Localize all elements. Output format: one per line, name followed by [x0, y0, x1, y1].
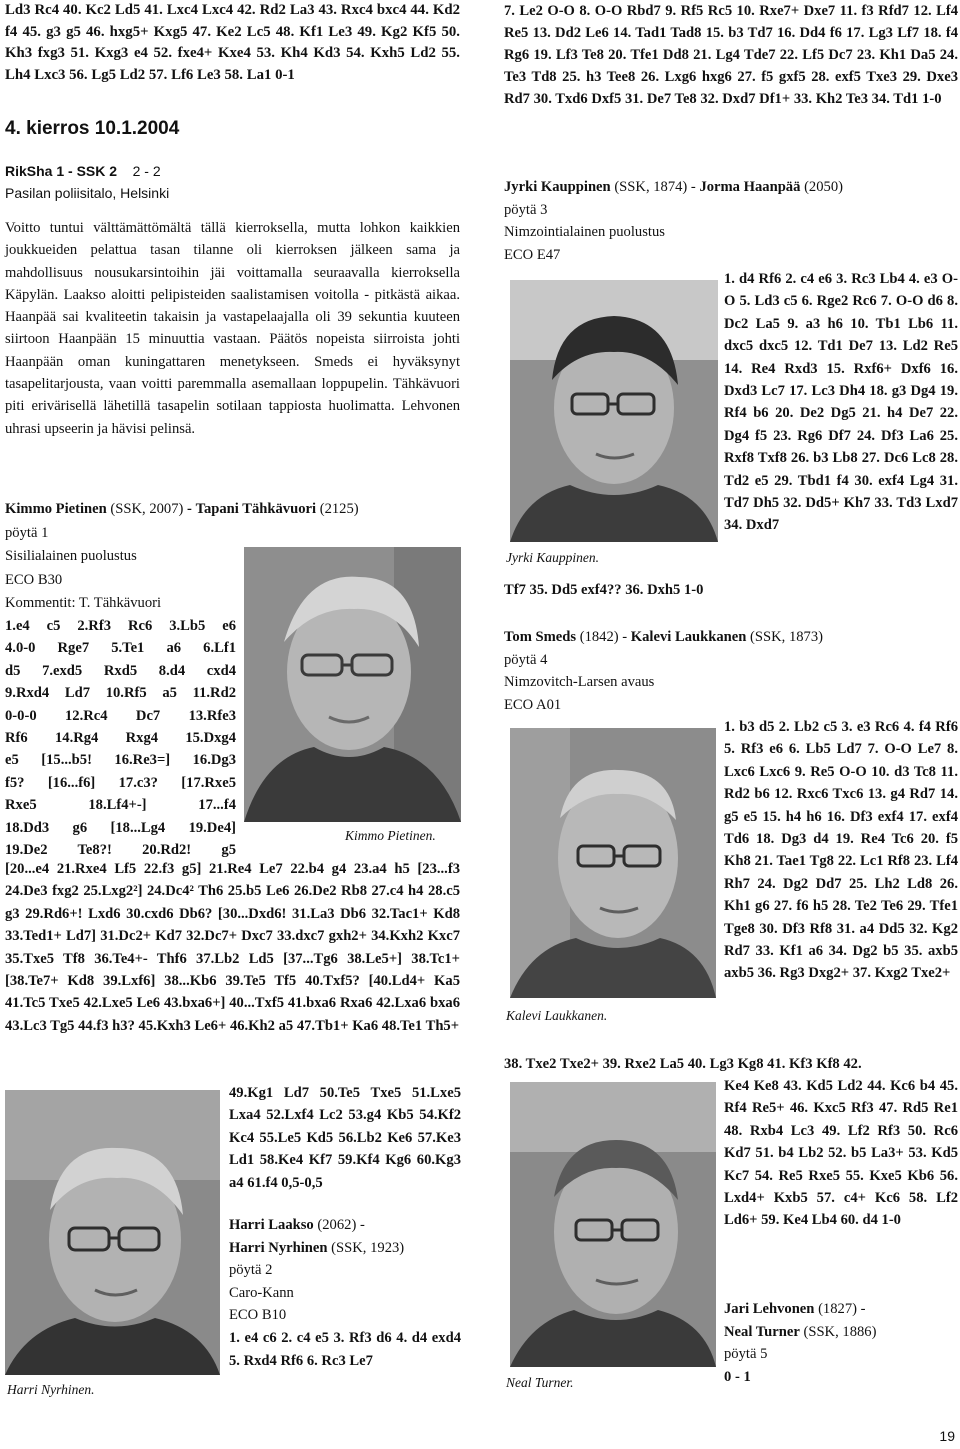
venue: Pasilan poliisitalo, Helsinki [5, 185, 170, 201]
game2-opening: Caro-Kann [229, 1284, 294, 1301]
game2-block [229, 1214, 461, 1372]
caption-harri-nyrhinen: Harri Nyrhinen. [7, 1382, 95, 1397]
game3-white-info: (SSK, 1874) - [614, 179, 696, 195]
match-header [5, 160, 460, 204]
game1-board: pöytä 1 [5, 524, 49, 541]
continued-moves-right [504, 0, 958, 110]
game4-black: Kalevi Laukkanen [630, 629, 747, 645]
caption-kimmo-pietinen: Kimmo Pietinen. [345, 828, 436, 843]
game1-move-line: 0-0-0 12.Rc4 Dc7 13.Rfe3 [5, 707, 236, 724]
game1-white: Kimmo Pietinen [5, 501, 107, 517]
game2-white-info: (2062) - [317, 1217, 365, 1233]
game1-comment: Kommentit: T. Tähkävuori [5, 595, 162, 611]
game1-black: Tapani Tähkävuori [195, 501, 317, 517]
game1-moves-wide-text: [20...e4 21.Rxe4 Lf5 22.f3 g5] 21.Re4 Le7 22.b4 g4 23.a4 h5 [23...f3 24.De3 fxg2 25.Lxg2²] 24.Dc4² Th6 25.b5 Le6 26.De2 Rb8 27.c4 h4 28.c5 g3 29.Rd6+! Lxd6 30.cxd6 Db6? [30...Dxd6! 31.La3 Db6 32.Tac1+ Kd8 33.Ted1+ Ld7] 31.Dc2+ Kd7 32.Dc7+ Dxc7 33.dxc7 gxh2+ 34.Kxh2 Kxc7 35.Txe5 Tf8 36.Te4+- Thf6 37.Lb2 Ld5 [37...Tg6 38.Le5+] 38.Tc1+ [38.Te7+ Kd8 39.Lxf6] 38...Kb6 39.Te5 Tf5 40.Txf5? [40.Ld4+ Ka5 41.Tc5 Txe5 42.Lxe5 Le6 43.bxa6+] 40...Txf5 41.bxa6 Rxa6 42.Lxa6 bxa6 43.Lc3 Tg5 44.f3 h3? 45.Kxh3 Le6+ 46.Kh2 a5 47.Tb1+ Ka6 48.Te1 Th5+ [5, 861, 460, 1034]
game4-black-info: (SSK, 1873) [750, 629, 823, 645]
match-score: 2 - 2 [132, 163, 161, 179]
caption-kalevi-laukkanen: Kalevi Laukkanen. [506, 1008, 608, 1023]
photo-neal-turner [510, 1082, 716, 1367]
game1-white-info: (SSK, 2007) [110, 501, 184, 517]
game2-white: Harri Laakso [229, 1217, 314, 1233]
game5-result: 0 - 1 [724, 1368, 751, 1385]
game1-moves-narrow [5, 615, 236, 861]
game2-black-info: (SSK, 1923) [331, 1239, 405, 1256]
game4-moves-tail [724, 1075, 958, 1232]
continued-moves-text: Ld3 Rc4 40. Kc2 Ld5 41. Lxc4 Lxc4 42. Rd2 La3 43. Rxc4 bxc4 44. Kd2 f4 45. g3 g5 46. hxg5+ Kxg5 47. Ke2 Lc5 48. Kf1 Le3 49. Kg2 Kf5 50. Kh3 fxg3 51. Kxg3 e4 52. fxe4+ Kxe4 53. Kh4 Kd3 54. Kxh5 Ld2 55. Lh4 Lxc3 56. Lg5 Ld2 57. Lf6 Le3 58. La1 0-1 [5, 2, 460, 83]
game1-moves-tail [229, 1082, 461, 1194]
game4-white: Tom Smeds [504, 629, 577, 645]
game5-block [724, 1298, 958, 1388]
game3-board: pöytä 3 [504, 201, 548, 218]
game1-moves-tail-text: 49.Kg1 Ld7 50.Te5 Txe5 51.Lxe5 Lxa4 52.Lxf4 Lc2 53.g4 Kb5 54.Kf2 Kc4 55.Le5 Kd5 56.Lb2 Ke6 57.Ke3 Ld1 58.Ke4 Kf7 59.Kf4 Kg6 60.Kg3 a4 61.f4 0,5-0,5 [229, 1085, 461, 1191]
game1-move-line: e5 [15...b5! 16.Re3=] 16.Dg3 [5, 752, 236, 769]
game3-moves-tail-text: Tf7 35. Dd5 exf4?? 36. Dxh5 1-0 [504, 582, 704, 598]
game4-moves-wide-text: 38. Txe2 Txe2+ 39. Rxe2 La5 40. Lg3 Kg8 41. Kf3 Kf8 42. [504, 1056, 862, 1072]
game4-board: pöytä 4 [504, 651, 548, 668]
game1-move-line: Rxe5 18.Lf4+-] 17...f4 [5, 797, 236, 814]
game1-move-line: 1.e4 c5 2.Rf3 Rc6 3.Lb5 e6 [5, 618, 236, 634]
game1-move-line: d5 7.exd5 Rxd5 8.d4 cxd4 [5, 662, 236, 679]
game2-eco: ECO B10 [229, 1307, 287, 1324]
game5-black: Neal Turner [724, 1323, 800, 1340]
continued-moves-left [5, 0, 460, 86]
game5-white: Jari Lehvonen [724, 1301, 815, 1317]
game4-header [504, 626, 958, 716]
game1-black-info: (2125) [319, 501, 359, 517]
game1-move-line: 19.De2 Te8?! 20.Rd2! g5 [5, 842, 236, 859]
game3-black-info: (2050) [804, 179, 843, 195]
game1-moves-wide [5, 858, 460, 1037]
game1-move-line: Rf6 14.Rg4 Rxg4 15.Dxg4 [5, 730, 236, 747]
game1-eco: ECO B30 [5, 571, 63, 588]
continued-moves-right-text: 7. Le2 O-O 8. O-O Rbd7 9. Rf5 Rc5 10. Rxe7+ Dxe7 11. f3 Rfd7 12. Lf4 Re5 13. Dd2 Le6 14. Tad1 Tad8 15. b3 Td7 16. Dd4 f6 17. Lg3 Lf7 18. f4 Rg6 19. Lf3 Te8 20. Tfe1 Dd8 21. Lg4 Tde7 22. Lf5 Dc7 23. Kh1 Da5 24. Te3 Td8 25. h3 Tee8 26. Lxg6 hxg6 27. f5 gxf5 28. exf5 Txe3 29. Dxe3 Rd7 30. Txd6 Dxf5 31. De7 Te8 32. Dxd7 Df1+ 33. Kh2 Te3 34. Td1 1-0 [504, 3, 958, 107]
game3-moves-narrow [724, 268, 958, 537]
game4-moves-narrow-text: 1. b3 d5 2. Lb2 c5 3. e3 Rc6 4. f4 Rf6 5. Rf3 e6 6. Lb5 Ld7 7. O-O Le7 8. Lxc6 Lxc6 9. Re5 O-O 10. d3 Tc8 11. Rd2 b6 12. Rxc6 Txc6 13. g4 Rd7 14. g5 e5 15. h4 h6 16. Df3 exf4 17. exf4 Td6 18. Dg3 d4 19. Re4 Tc6 20. f5 Kh8 21. Tae1 Tg8 22. Lc1 Rf8 23. Lf4 Rh7 24. Dg2 Dd7 25. Lh2 Ld8 26. Kh1 g6 27. f6 h5 28. Te2 Te6 29. Tfe1 Tge8 30. Df3 Rf8 31. a4 Dd5 32. Kg2 Rd7 33. Kf1 a6 34. Dg2 b5 35. axb5 axb5 36. Rg3 Dxg2+ 37. Kxg2 Txe2+ [724, 719, 958, 982]
game1-dash: - [187, 501, 192, 517]
game3-header [504, 176, 958, 266]
game4-moves-tail-text: Ke4 Ke8 43. Kd5 Ld2 44. Kc6 b4 45. Rf4 Re5+ 46. Kxc5 Rf3 47. Rd5 Re1 48. Rxb4 Lc3 49. Lf2 Rf3 50. Rc6 Kd7 51. b4 Lb2 52. b5 La3+ 53. Kd5 Kc7 54. Re5 Rxe5 55. Kxe5 Kb6 56. Lxd4+ Kxb5 57. c4+ Kc6 58. Lf2 Ld6+ 59. Ke4 Lb4 60. d4 1-0 [724, 1078, 958, 1229]
game3-moves-tail [504, 579, 958, 601]
page-number: 19 [939, 1428, 955, 1444]
round-report [5, 217, 460, 440]
game1-opening: Sisilialainen puolustus [5, 548, 137, 564]
game4-opening: Nimzovitch-Larsen avaus [504, 674, 655, 690]
game2-moves: 1. e4 c6 2. c4 e5 3. Rf3 d6 4. d4 exd4 5. Rxd4 Rf6 6. Rc3 Le7 [229, 1329, 461, 1369]
match-line: RikSha 1 - SSK 2 [5, 163, 118, 179]
game2-board: pöytä 2 [229, 1262, 273, 1279]
game3-black: Jorma Haanpää [699, 179, 801, 195]
game3-opening: Nimzointialainen puolustus [504, 224, 665, 240]
game1-move-line: 9.Rxd4 Ld7 10.Rf5 a5 11.Rd2 [5, 685, 236, 702]
report-text: Voitto tuntui välttämättömältä tällä kierroksella, mutta lohkon kaikkien joukkueiden pelattua tasan tilanne oli kierroksen jälkeen sama ja mahdollisuus nousukarsintoihin jäi voittamalla seuraavalla kierroksella Käpylän. Laakso aloitti pelipisteiden saalistamisen voitolla - pitkästä aikaa. Haanpää sai kvaliteetin takaisin ja vastapelaajalla oli 39 sekuntia kuuteen siirtoon Haanpään 15 minuuttia vastaan. Päätös nopeista siirroista johti Haanpään oman kuningattaren menetykseen. Smeds ei hyväksynyt tasapelitarjousta, vaan voitti paremmalla asemallaan loppupelin. Tähkävuori piti erivärisellä lähetillä tasapelin sotilaan tappiosta huolimatta. Lehvonen uhrasi upseerin ja hävisi pelinsä. [5, 220, 460, 437]
game5-board: pöytä 5 [724, 1346, 768, 1363]
game4-eco: ECO A01 [504, 696, 562, 713]
caption-neal-turner: Neal Turner. [506, 1375, 574, 1390]
round-title: 4. kierros 10.1.2004 [5, 118, 180, 139]
photo-harri-nyrhinen [5, 1090, 220, 1375]
game5-white-info: (1827) - [818, 1301, 866, 1317]
caption-jyrki-kauppinen: Jyrki Kauppinen. [506, 550, 599, 565]
photo-kimmo-pietinen [244, 547, 461, 822]
game4-moves-narrow [724, 716, 958, 985]
game1-move-line: 4.0-0 Rge7 5.Te1 a6 6.Lf1 [5, 640, 236, 657]
game3-eco: ECO E47 [504, 246, 561, 263]
game4-moves-wide [504, 1053, 958, 1075]
photo-kalevi-laukkanen [510, 728, 716, 998]
game3-white: Jyrki Kauppinen [504, 179, 611, 195]
game1-move-line: f5? [16...f6] 17.c3? [17.Rxe5 [5, 774, 236, 791]
game5-black-info: (SSK, 1886) [803, 1323, 877, 1340]
game3-moves-narrow-text: 1. d4 Rf6 2. c4 e6 3. Rc3 Lb4 4. e3 O-O 5. Ld3 c5 6. Rge2 Rc6 7. O-O d6 8. Dc2 La5 9. a3 h6 10. Tb1 Lb6 11. dxc5 dxc5 12. Td1 De7 13. Ld2 Re5 14. Re4 Rxd3 15. Rxf6+ Dxf6 16. Dxd3 Lc7 17. Lc3 Dh4 18. g3 Dg4 19. Rf4 b6 20. De2 Dg5 21. h4 De7 22. Dg4 f5 23. Rg6 Df7 24. Df3 La6 25. Rxf8 Txf8 26. b3 Lb8 27. Dc6 Lc8 28. Td2 e5 29. Tbd1 f4 30. exf4 Lg4 31. Td7 Dh5 32. Dd5+ Kh7 33. Td3 Lxd7 34. Dxd7 [724, 271, 958, 534]
game4-white-info: (1842) - [579, 629, 628, 645]
game1-move-line: 18.Dd3 g6 [18...Lg4 19.De4] [5, 819, 236, 836]
photo-jyrki-kauppinen [510, 280, 718, 542]
game2-black: Harri Nyrhinen [229, 1239, 328, 1256]
